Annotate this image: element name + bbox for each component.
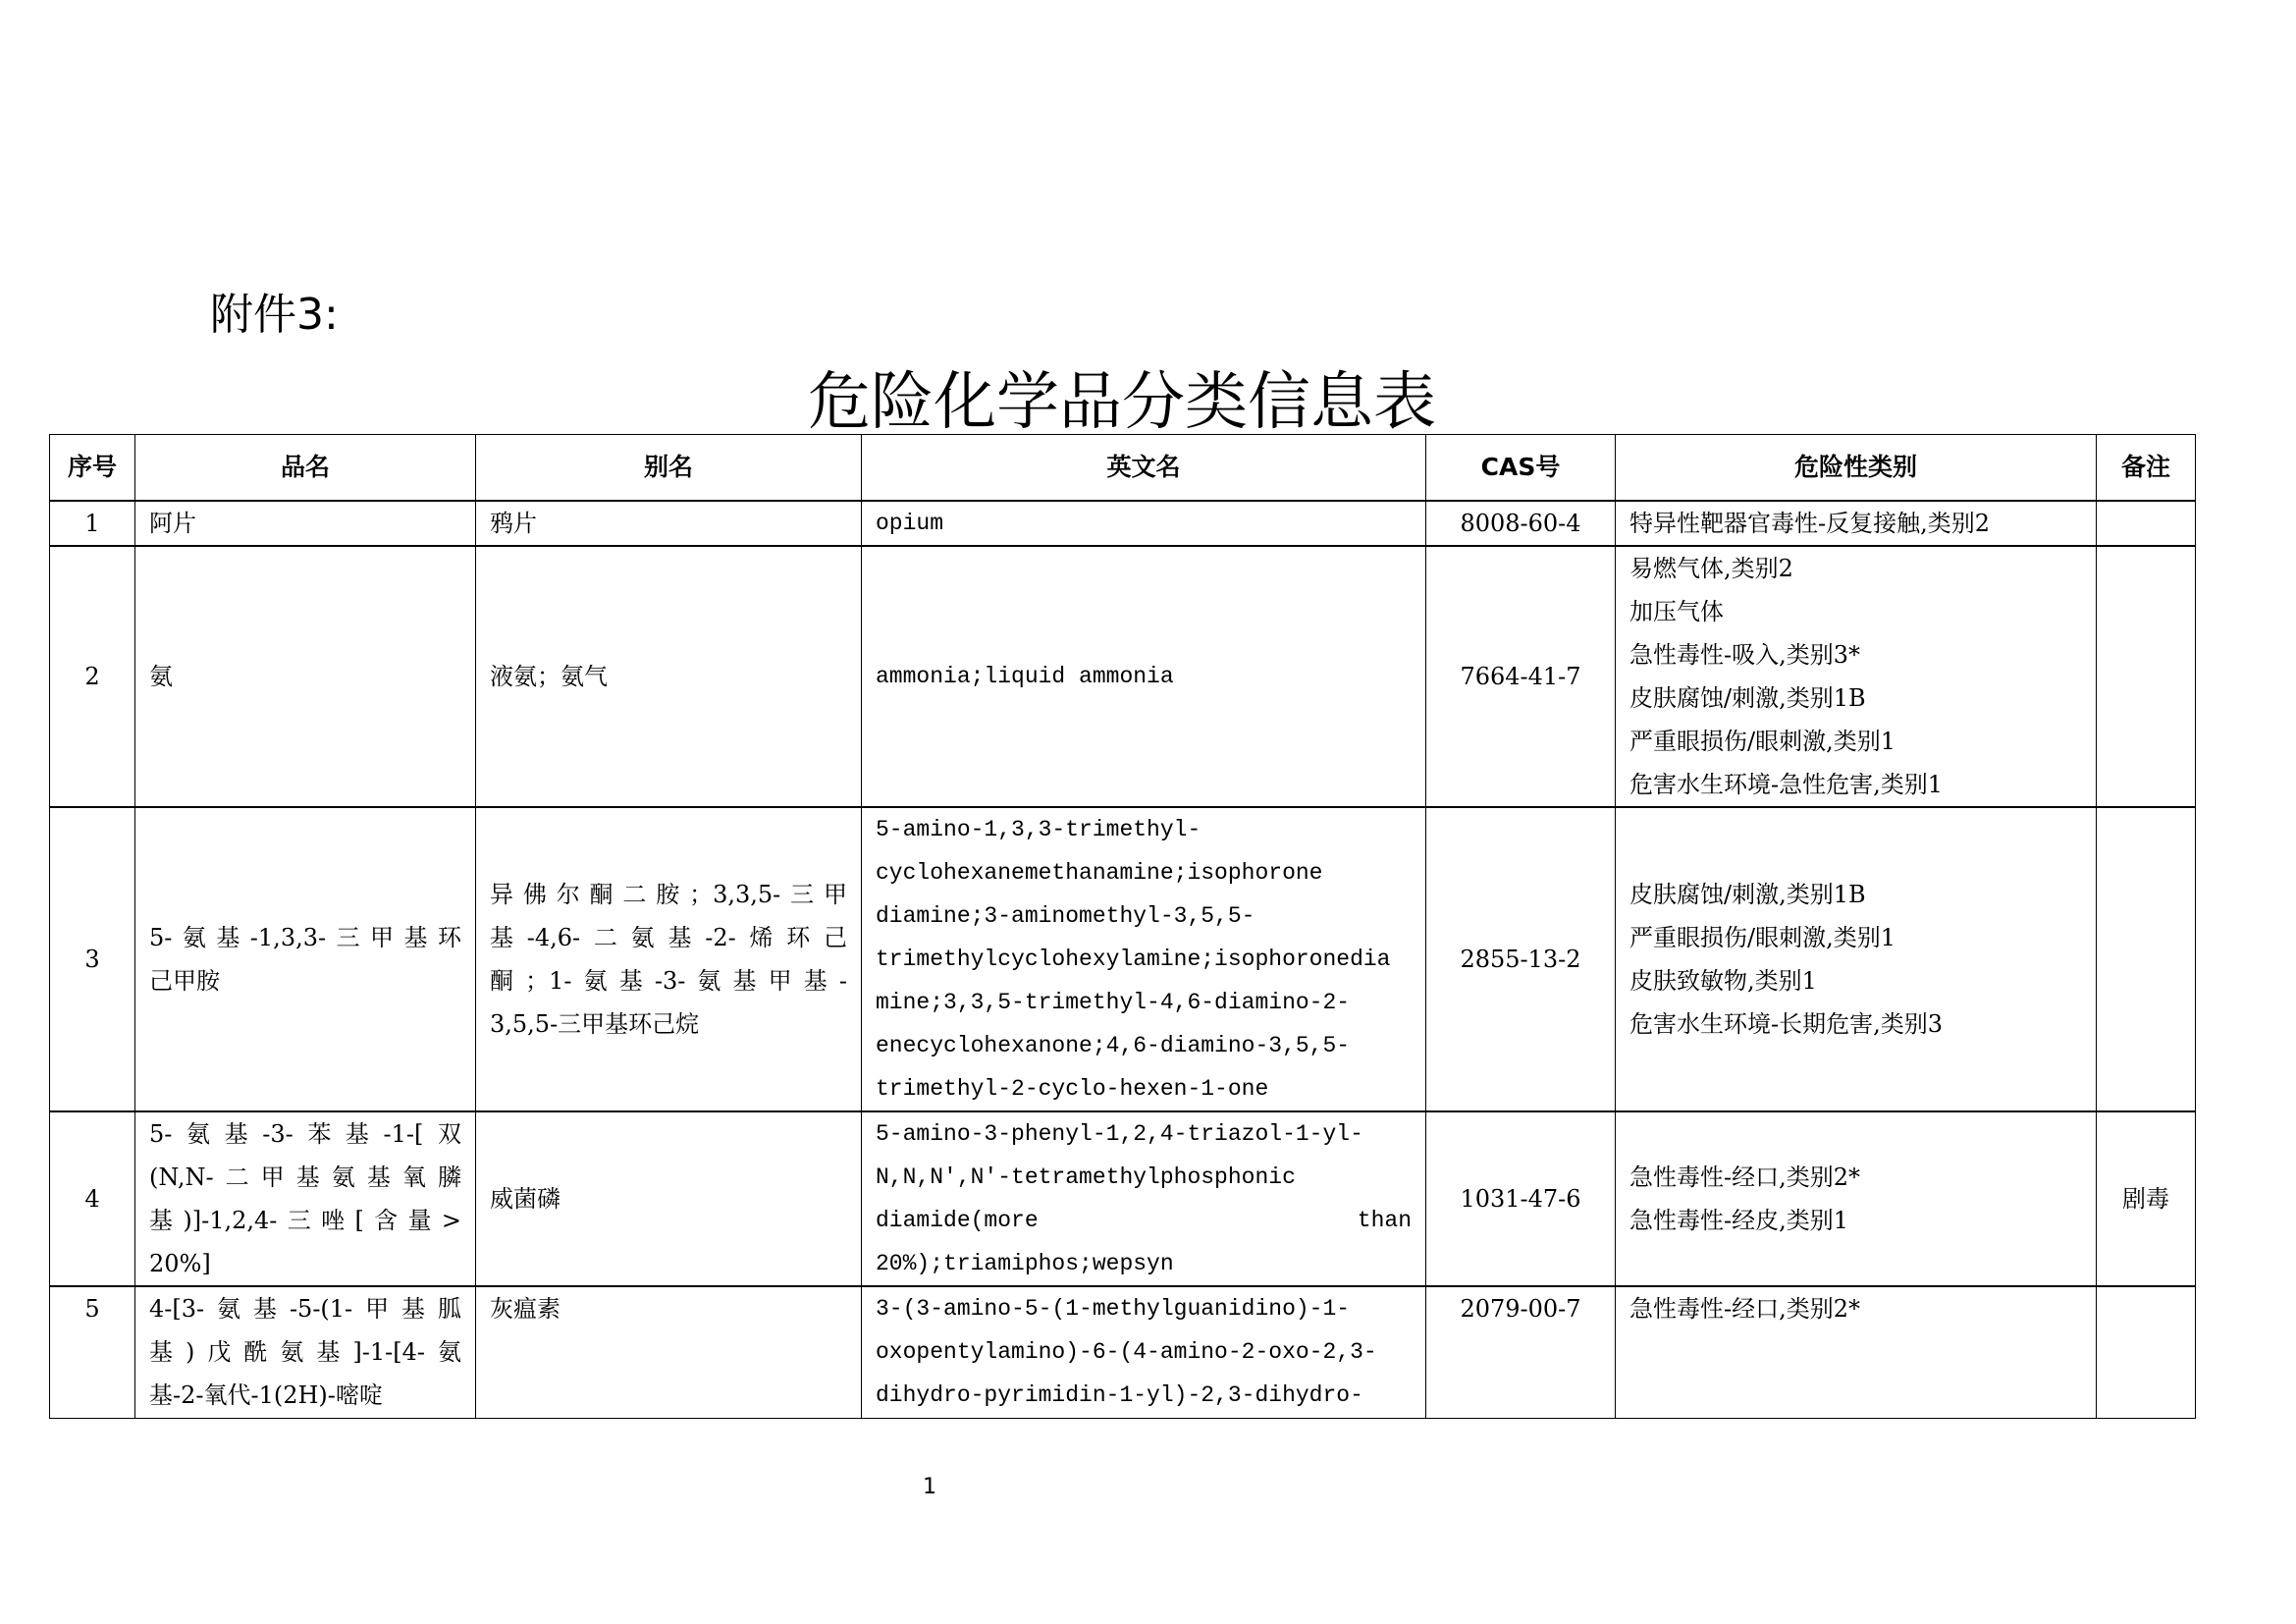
row-number: 1 — [50, 501, 135, 546]
alias-line: 基-4,6-二氨基-2-烯环己 — [490, 924, 847, 951]
note — [2097, 546, 2196, 807]
hazard-categories — [1616, 501, 2097, 546]
alias — [476, 546, 862, 807]
attachment-label: 附件3: — [210, 290, 339, 340]
hazard-categories-line: 皮肤腐蚀/刺激,类别1B — [1629, 684, 1866, 712]
english-name-line: dihydro-pyrimidin-1-yl)-2,3-dihydro- — [876, 1382, 1363, 1408]
row-number: 3 — [50, 807, 135, 1111]
table-row — [50, 546, 2196, 807]
chemical-name — [135, 807, 476, 1111]
english-name-line: 20%);triamiphos;wepsyn — [876, 1251, 1174, 1276]
note — [2097, 501, 2196, 546]
english-name-line: diamide(more than — [876, 1208, 1412, 1233]
chemical-name-line: 氨 — [149, 663, 173, 690]
english-name-line: N,N,N',N'-tetramethylphosphonic — [876, 1164, 1296, 1190]
english-name — [862, 501, 1426, 546]
chemical-name-line: 己甲胺 — [149, 967, 220, 995]
hazard-categories-line: 危害水生环境-长期危害,类别3 — [1629, 1010, 1944, 1038]
table-row — [50, 501, 2196, 546]
chemical-name-line: 基)戊酰氨基]-1-[4-氨 — [149, 1338, 461, 1366]
alias — [476, 807, 862, 1111]
hazard-categories-line: 急性毒性-经口,类别2* — [1629, 1295, 1861, 1323]
row-number: 5 — [50, 1286, 135, 1419]
english-name-line: mine;3,3,5-trimethyl-4,6-diamino-2- — [876, 990, 1351, 1015]
cas-number: 1031-47-6 — [1426, 1111, 1616, 1286]
page-title: 危险化学品分类信息表 — [808, 366, 1436, 439]
english-name-line: trimethyl-2-cyclo-hexen-1-one — [876, 1076, 1269, 1102]
header-name: 品名 — [135, 435, 476, 502]
header-no: 序号 — [50, 435, 135, 502]
cas-number: 2079-00-7 — [1426, 1286, 1616, 1419]
alias — [476, 501, 862, 546]
alias-line: 威菌磷 — [490, 1185, 561, 1213]
english-name-line: ammonia;liquid ammonia — [876, 664, 1174, 689]
cas-number: 2855-13-2 — [1426, 807, 1616, 1111]
chemical-name-line: 4-[3-氨基-5-(1-甲基胍 — [149, 1295, 461, 1323]
page-number: 1 — [923, 1475, 936, 1499]
header-note: 备注 — [2097, 435, 2196, 502]
hazard-categories-line: 皮肤致敏物,类别1 — [1629, 967, 1817, 995]
hazard-categories — [1616, 807, 2097, 1111]
chemical-name — [135, 1286, 476, 1419]
english-name-line: 5-amino-3-phenyl-1,2,4-triazol-1-yl- — [876, 1121, 1363, 1147]
cas-number: 7664-41-7 — [1426, 546, 1616, 807]
english-name-line: cyclohexanemethanamine;isophorone — [876, 860, 1323, 886]
english-name — [862, 1286, 1426, 1419]
english-name-line: 5-amino-1,3,3-trimethyl- — [876, 817, 1201, 842]
hazard-categories-line: 急性毒性-经口,类别2* — [1629, 1164, 1861, 1191]
table-header-row — [50, 435, 2196, 502]
chemical-name-line: 5-氨基-3-苯基-1-[双 — [149, 1120, 461, 1148]
alias — [476, 1286, 862, 1419]
hazard-categories-line: 严重眼损伤/眼刺激,类别1 — [1629, 924, 1896, 951]
hazard-categories-line: 危害水生环境-急性危害,类别1 — [1629, 771, 1944, 798]
hazard-categories — [1616, 1286, 2097, 1419]
alias — [476, 1111, 862, 1286]
alias-line: 灰瘟素 — [490, 1295, 561, 1323]
hazard-categories-line: 严重眼损伤/眼刺激,类别1 — [1629, 728, 1896, 755]
row-number: 4 — [50, 1111, 135, 1286]
alias-line: 3,5,5-三甲基环己烷 — [490, 1010, 700, 1038]
header-english: 英文名 — [862, 435, 1426, 502]
english-name-line: 3-(3-amino-5-(1-methylguanidino)-1- — [876, 1296, 1351, 1322]
table-row — [50, 1286, 2196, 1419]
cas-number: 8008-60-4 — [1426, 501, 1616, 546]
chemical-name-line: 阿片 — [149, 510, 196, 537]
note — [2097, 1286, 2196, 1419]
english-name-line: opium — [876, 511, 944, 536]
hazard-categories-line: 皮肤腐蚀/刺激,类别1B — [1629, 881, 1866, 908]
row-number: 2 — [50, 546, 135, 807]
hazard-categories — [1616, 1111, 2097, 1286]
note — [2097, 807, 2196, 1111]
chemical-name — [135, 501, 476, 546]
english-name-line: trimethylcyclohexylamine;isophoronedia — [876, 947, 1391, 972]
chemical-name — [135, 1111, 476, 1286]
chemical-name-line: (N,N-二甲基氨基氧膦 — [149, 1164, 461, 1191]
header-cas: CAS号 — [1426, 435, 1616, 502]
header-hazard: 危险性类别 — [1616, 435, 2097, 502]
chemical-name-line: 基)]-1,2,4-三唑[含量> — [149, 1207, 461, 1234]
alias-line: 液氨；氨气 — [490, 663, 608, 690]
alias-line: 酮；1-氨基-3-氨基甲基- — [490, 967, 847, 995]
chemical-name-line: 基-2-氧代-1(2H)-嘧啶 — [149, 1381, 383, 1409]
alias-line: 异佛尔酮二胺；3,3,5-三甲 — [490, 881, 847, 908]
table-row — [50, 807, 2196, 1111]
english-name — [862, 546, 1426, 807]
note: 剧毒 — [2097, 1111, 2196, 1286]
hazardous-chemicals-table — [49, 434, 2196, 1419]
chemical-name-line: 5-氨基-1,3,3-三甲基环 — [149, 924, 461, 951]
english-name-line: diamine;3-aminomethyl-3,5,5- — [876, 903, 1255, 929]
english-name — [862, 807, 1426, 1111]
hazard-categories-line: 特异性靶器官毒性-反复接触,类别2 — [1629, 510, 1991, 537]
hazard-categories-line: 急性毒性-经皮,类别1 — [1629, 1207, 1849, 1234]
english-name-line: oxopentylamino)-6-(4-amino-2-oxo-2,3- — [876, 1339, 1377, 1365]
alias-line: 鸦片 — [490, 510, 537, 537]
header-alias: 别名 — [476, 435, 862, 502]
english-name-line: enecyclohexanone;4,6-diamino-3,5,5- — [876, 1033, 1351, 1058]
chemical-name-line: 20%] — [149, 1250, 211, 1277]
chemical-name — [135, 546, 476, 807]
english-name — [862, 1111, 1426, 1286]
hazard-categories-line: 急性毒性-吸入,类别3* — [1629, 641, 1861, 669]
hazard-categories-line: 加压气体 — [1629, 598, 1724, 625]
hazard-categories-line: 易燃气体,类别2 — [1629, 555, 1793, 582]
hazard-categories — [1616, 546, 2097, 807]
table-row — [50, 1111, 2196, 1286]
